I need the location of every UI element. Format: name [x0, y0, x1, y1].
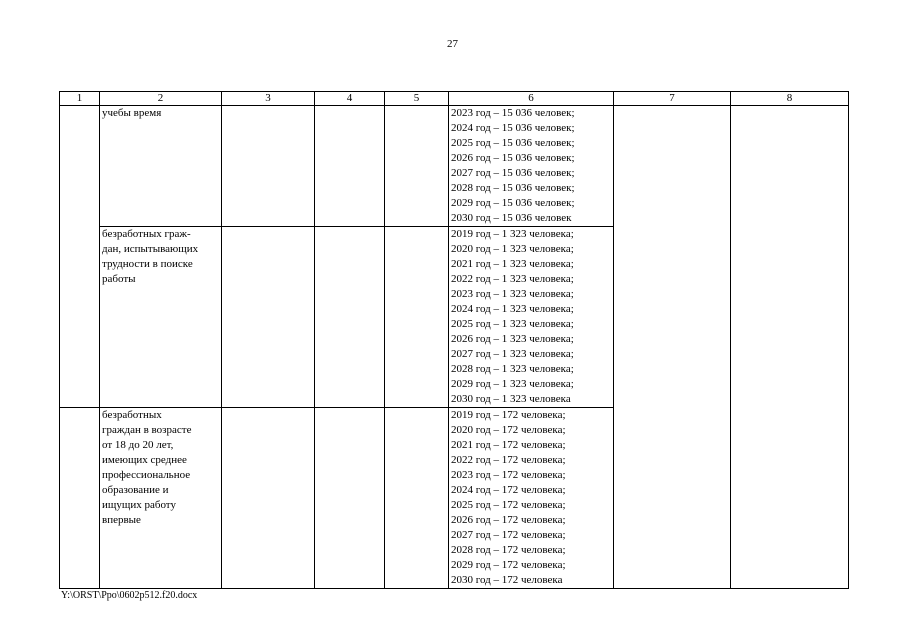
value-line: 2027 год – 172 человека; — [451, 529, 566, 541]
category-line: профессиональное — [102, 469, 191, 481]
category-line: образование и — [102, 484, 169, 496]
cell-col-1 — [60, 408, 100, 589]
table-row — [60, 106, 849, 227]
category-line: ищущих работу — [102, 499, 176, 511]
value-line: 2027 год – 15 036 человек; — [451, 167, 575, 179]
value-line: 2023 год – 15 036 человек; — [451, 107, 575, 119]
value-line: 2026 год – 1 323 человека; — [451, 333, 574, 345]
category-line: трудности в поиске — [102, 258, 193, 270]
cell-col-7 — [614, 227, 731, 408]
cell-col-1 — [60, 106, 100, 227]
column-header-8: 8 — [731, 92, 849, 106]
category-line: граждан в возрасте — [102, 424, 192, 436]
value-line: 2020 год – 172 человека; — [451, 424, 566, 436]
value-line: 2024 год – 172 человека; — [451, 484, 566, 496]
value-line: 2024 год – 15 036 человек; — [451, 122, 575, 134]
value-line: 2030 год – 15 036 человек — [451, 212, 572, 224]
column-header-7: 7 — [614, 92, 731, 106]
category-cell — [100, 408, 222, 589]
cell-col-3 — [222, 106, 315, 227]
cell-col-8 — [731, 227, 849, 408]
value-line: 2019 год – 172 человека; — [451, 409, 566, 421]
value-line: 2030 год – 172 человека — [451, 574, 563, 586]
value-line: 2023 год – 1 323 человека; — [451, 288, 574, 300]
value-line: 2028 год – 15 036 человек; — [451, 182, 575, 194]
value-line: 2019 год – 1 323 человека; — [451, 228, 574, 240]
page-number: 27 — [447, 38, 458, 50]
value-line: 2027 год – 1 323 человека; — [451, 348, 574, 360]
category-line: работы — [102, 273, 136, 285]
value-line: 2028 год – 1 323 человека; — [451, 363, 574, 375]
value-line: 2025 год – 172 человека; — [451, 499, 566, 511]
value-line: 2023 год – 172 человека; — [451, 469, 566, 481]
category-line: учебы время — [102, 107, 162, 119]
file-path-footer: Y:\ORST\Ppo\0602p512.f20.docx — [61, 590, 198, 601]
cell-col-3 — [222, 227, 315, 408]
table-header-row — [60, 92, 849, 106]
value-line: 2022 год – 1 323 человека; — [451, 273, 574, 285]
cell-col-8 — [731, 106, 849, 227]
cell-col-4 — [315, 106, 385, 227]
indicator-values-cell — [449, 106, 614, 227]
cell-col-1 — [60, 227, 100, 408]
value-line: 2030 год – 1 323 человека — [451, 393, 571, 405]
column-header-4: 4 — [315, 92, 385, 106]
value-line: 2029 год – 172 человека; — [451, 559, 566, 571]
table-row — [60, 408, 849, 589]
category-line: от 18 до 20 лет, — [102, 439, 174, 451]
indicator-values-cell — [449, 408, 614, 589]
indicator-values-cell — [449, 227, 614, 408]
cell-col-5 — [385, 106, 449, 227]
value-line: 2026 год – 15 036 человек; — [451, 152, 575, 164]
value-line: 2028 год – 172 человека; — [451, 544, 566, 556]
value-line: 2022 год – 172 человека; — [451, 454, 566, 466]
category-line: безработных — [102, 409, 162, 421]
column-header-1: 1 — [60, 92, 100, 106]
value-line: 2025 год – 1 323 человека; — [451, 318, 574, 330]
cell-col-7 — [614, 408, 731, 589]
cell-col-8 — [731, 408, 849, 589]
category-line: имеющих среднее — [102, 454, 187, 466]
category-line: дан, испытывающих — [102, 243, 199, 255]
category-cell — [100, 227, 222, 408]
value-line: 2025 год – 15 036 человек; — [451, 137, 575, 149]
category-cell — [100, 106, 222, 227]
value-line: 2029 год – 15 036 человек; — [451, 197, 575, 209]
table-row — [60, 227, 849, 408]
cell-col-4 — [315, 227, 385, 408]
value-line: 2021 год – 1 323 человека; — [451, 258, 574, 270]
program-table — [59, 91, 849, 589]
cell-col-7 — [614, 106, 731, 227]
cell-col-5 — [385, 408, 449, 589]
column-header-5: 5 — [385, 92, 449, 106]
value-line: 2026 год – 172 человека; — [451, 514, 566, 526]
category-line: безработных граж- — [102, 228, 191, 240]
value-line: 2020 год – 1 323 человека; — [451, 243, 574, 255]
cell-col-4 — [315, 408, 385, 589]
cell-col-3 — [222, 408, 315, 589]
category-line: впервые — [102, 514, 141, 526]
column-header-3: 3 — [222, 92, 315, 106]
column-header-6: 6 — [449, 92, 614, 106]
cell-col-5 — [385, 227, 449, 408]
value-line: 2029 год – 1 323 человека; — [451, 378, 574, 390]
value-line: 2024 год – 1 323 человека; — [451, 303, 574, 315]
column-header-2: 2 — [100, 92, 222, 106]
value-line: 2021 год – 172 человека; — [451, 439, 566, 451]
